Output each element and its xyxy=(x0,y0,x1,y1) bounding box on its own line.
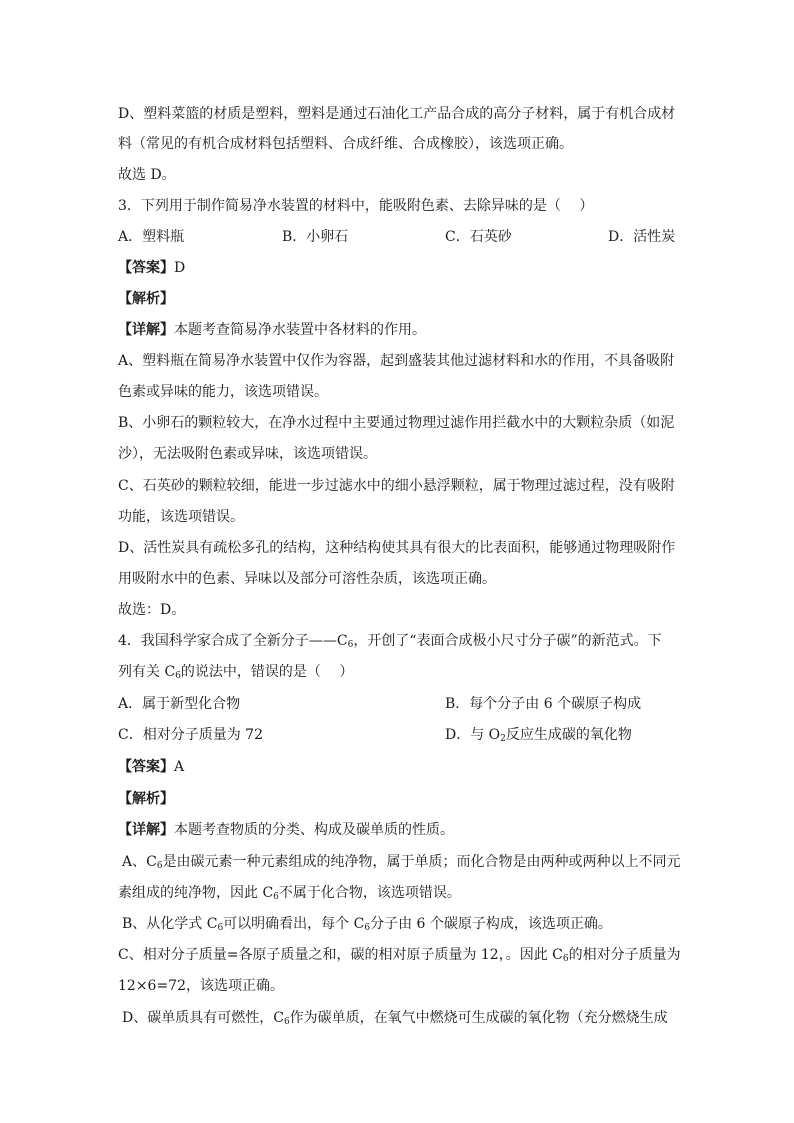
text: B、从化学式 C xyxy=(122,916,218,932)
q4-detail-line xyxy=(118,820,454,840)
q4-a-explanation-line2 xyxy=(118,883,461,903)
q4-answer-value: A xyxy=(174,759,185,775)
q3-b-explanation-line2: 沙），无法吸附色素或异味，该选项错误。 xyxy=(118,446,377,462)
q3-a-explanation-line1: A、塑料瓶在简易净水装置中仅作为容器，起到盛装其他过滤材料和水的作用，不具备吸附 xyxy=(118,353,675,369)
text: 不属于化合物，该选项错误。 xyxy=(278,885,461,901)
q3-stem: 3．下列用于制作简易净水装置的材料中，能吸附色素、去除异味的是（ ） xyxy=(118,198,594,214)
text: 素组成的纯净物，因此 C xyxy=(118,885,274,901)
text: 分子由 6 个碳原子构成，该选项正确。 xyxy=(370,916,612,932)
q4-detail-label: 【详解】 xyxy=(118,822,174,838)
text: 的相对分子质量为 xyxy=(568,947,681,963)
q4-stem-text: 4．我国科学家合成了全新分子——C xyxy=(118,633,348,649)
q2-final-choice: 故选 D。 xyxy=(118,167,176,183)
subscript: 6 xyxy=(175,671,181,681)
q4-stem-line2 xyxy=(118,662,353,682)
q4-d-explanation-line xyxy=(122,1008,668,1028)
q4-option-d-text: 反应生成碳的氧化物 xyxy=(505,727,632,743)
q3-option-b: B．小卵石 xyxy=(282,229,349,245)
q4-option-b: B．每个分子由 6 个碳原子构成 xyxy=(445,696,642,712)
subscript: 6 xyxy=(156,861,163,871)
subscript: 6 xyxy=(273,892,279,902)
subscript: 6 xyxy=(283,1017,290,1027)
subscript: 6 xyxy=(562,954,569,964)
q3-b-explanation-line1: B、小卵石的颗粒较大，在净水过程中主要通过物理过滤作用拦截水中的大颗粒杂质（如泥 xyxy=(118,415,675,431)
text: 是由碳元素一种元素组成的纯净物，属于单质；而化合物是由两种或两种以上不同元 xyxy=(162,854,681,870)
q3-final-choice: 故选：D。 xyxy=(118,602,186,618)
q3-d-explanation-line1: D、活性炭具有疏松多孔的结构，这种结构使其具有很大的比表面积，能够通过物理吸附作 xyxy=(118,540,676,556)
q4-analysis-label: 【解析】 xyxy=(118,791,174,807)
q4-stem-line1 xyxy=(118,631,662,651)
text: C、相对分子质量=各原子质量之和，碳的相对原子质量为 12，。因此 C xyxy=(118,947,563,963)
q4-stem-text: 的说法中，错误的是（ ） xyxy=(180,664,354,680)
q3-analysis-label: 【解析】 xyxy=(118,291,174,307)
q3-answer-line xyxy=(118,258,185,278)
q3-detail-text: 本题考查简易净水装置中各材料的作用。 xyxy=(174,322,426,338)
q3-option-d: D．活性炭 xyxy=(608,229,676,245)
q3-c-explanation-line2: 功能，该选项错误。 xyxy=(118,509,244,525)
q3-answer-label: 【答案】 xyxy=(118,260,174,276)
q3-d-explanation-line2: 用吸附水中的色素、异味以及部分可溶性杂质，该选项正确。 xyxy=(118,571,496,587)
q3-option-a: A．塑料瓶 xyxy=(118,229,185,245)
q4-c-explanation-line1 xyxy=(118,945,681,965)
q4-a-explanation-line1 xyxy=(122,852,681,872)
q4-b-explanation-line xyxy=(122,914,612,934)
q3-option-c: C．石英砂 xyxy=(445,229,512,245)
subscript: 2 xyxy=(500,734,506,744)
q4-answer-label: 【答案】 xyxy=(118,759,174,775)
q4-option-d-text: D．与 O xyxy=(445,727,501,743)
q4-c-explanation-line2: 12×6=72，该选项正确。 xyxy=(118,978,284,994)
q3-detail-line xyxy=(118,320,426,340)
q4-option-c: C．相对分子质量为 72 xyxy=(118,727,263,743)
q4-answer-line xyxy=(118,757,184,777)
q4-stem-text: ，开创了“表面合成极小尺寸分子碳”的新范式。下 xyxy=(353,633,662,649)
q4-detail-text: 本题考查物质的分类、构成及碳单质的性质。 xyxy=(174,822,454,838)
q3-c-explanation-line1: C、石英砂的颗粒较细，能进一步过滤水中的细小悬浮颗粒，属于物理过滤过程，没有吸附 xyxy=(118,478,675,494)
text: D、碳单质具有可燃性，C xyxy=(122,1010,284,1026)
q2-option-d-explanation-line1: D、塑料菜篮的材质是塑料，塑料是通过石油化工产品合成的高分子材料，属于有机合成材 xyxy=(118,106,676,122)
subscript: 6 xyxy=(217,923,224,933)
text: 作为碳单质，在氧气中燃烧可生成碳的氧化物（充分燃烧生成 xyxy=(289,1010,668,1026)
q3-detail-label: 【详解】 xyxy=(118,322,174,338)
subscript: 6 xyxy=(347,640,354,650)
q4-option-d xyxy=(445,725,632,745)
q4-stem-text: 列有关 C xyxy=(118,664,176,680)
q3-answer-value: D xyxy=(174,260,186,276)
q2-option-d-explanation-line2: 料（常见的有机合成材料包括塑料、合成纤维、合成橡胶），该选项正确。 xyxy=(118,136,573,152)
text: 可以明确看出，每个 C xyxy=(223,916,365,932)
text: A、C xyxy=(122,854,157,870)
subscript: 6 xyxy=(364,923,371,933)
q3-a-explanation-line2: 色素或异味的能力，该选项错误。 xyxy=(118,384,328,400)
q4-option-a: A．属于新型化合物 xyxy=(118,696,241,712)
